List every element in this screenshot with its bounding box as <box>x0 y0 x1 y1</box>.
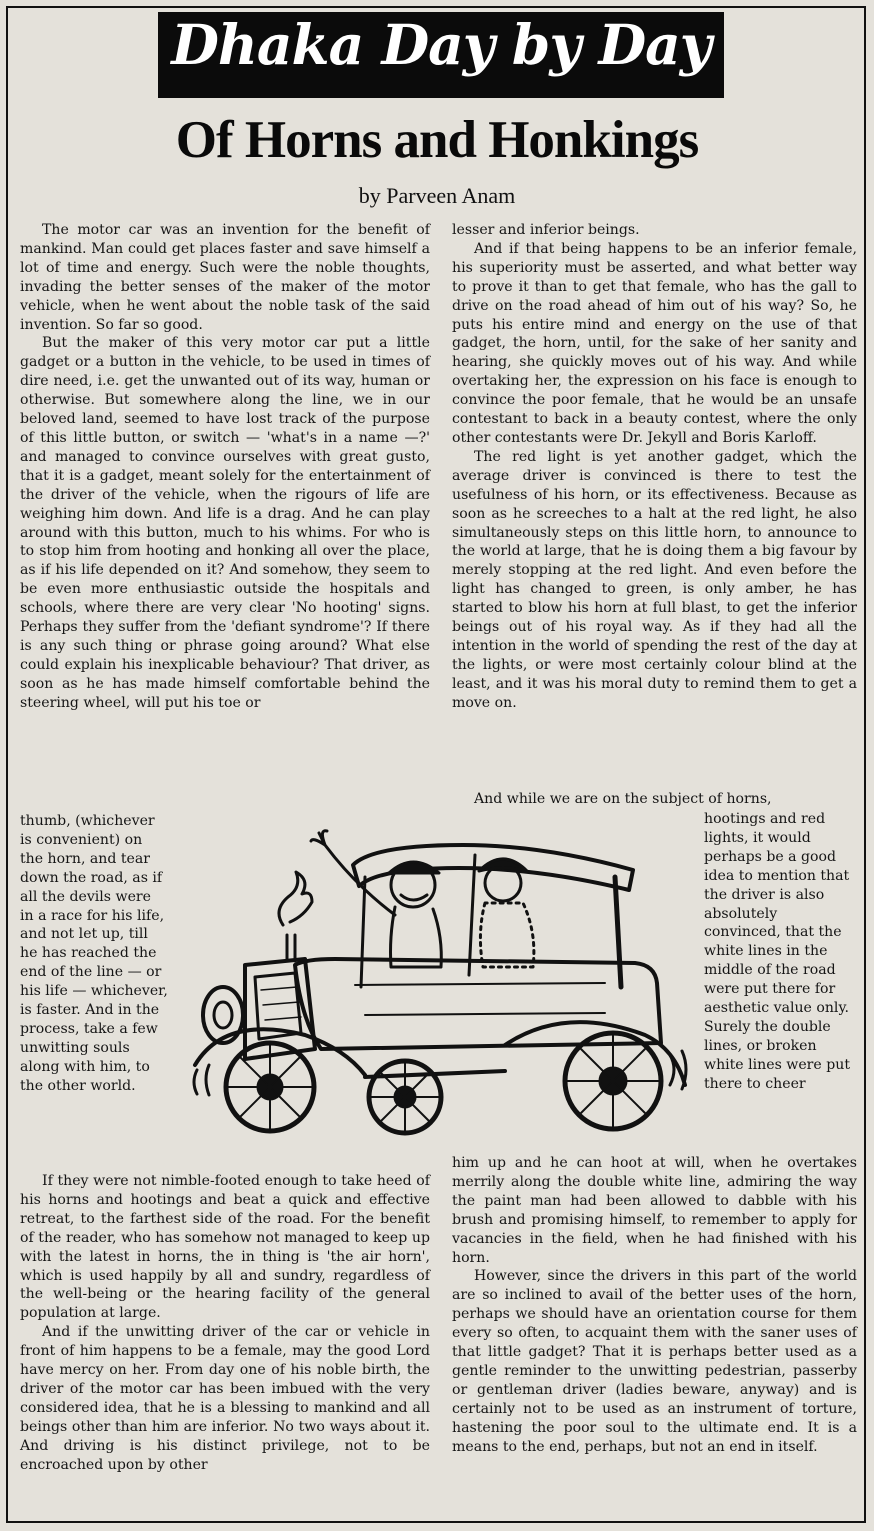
paragraph: However, since the drivers in this part of the world are so inclined to avail of the better uses of the horn, perhaps we should have an orientation course for them every so often, to acquaint them with the saner uses of that little gadget? That it is perhaps better used as a gentle reminder to the unwitting pedestrian, passerby or gentleman driver (ladies beware, anyway) and is certainly not to be used as an instrument of torture, hastening the poor soul to the ultimate end. It is a means to the end, perhaps, but not an end in itself. <box>452 1268 857 1455</box>
driver-moustache <box>401 895 427 900</box>
steam-puff <box>279 872 312 925</box>
text-wrap-right <box>704 810 854 1152</box>
front-wheel-spokes <box>228 1045 312 1129</box>
paragraph: hootings and red lights, it would perhaps be a good idea to mention that the driver is also absolutely convinced, that the white lines in the middle of the road were put there for aesthetic value only. Surely the double lines, or broken white lines were put there to cheer <box>704 811 851 1092</box>
passenger-hat <box>479 859 527 871</box>
paragraph-horns-intro: And while we are on the subject of horns, <box>474 791 772 807</box>
vintage-car-illustration <box>175 815 700 1147</box>
motion-line <box>206 1065 209 1095</box>
article-column-bottom-left <box>20 1172 430 1512</box>
roof-post <box>469 855 475 975</box>
column-title-banner <box>158 12 724 98</box>
text-wrap-left <box>20 812 168 1172</box>
column-title: Dhaka Day by Day <box>171 12 711 77</box>
radiator-grille-line <box>261 987 301 1020</box>
paragraph: And if the unwitting driver of the car or vehicle in front of him happens to be a female, may the good Lord have mercy on her. From day one of his noble birth, the driver of the motor car has been imbued with the very considered idea, that he is a blessing to mankind and all beings other than him are inferior. No two ways about it. And driving is his distinct privilege, not to be encroached upon by other <box>20 1324 430 1473</box>
byline: by Parveen Anam <box>358 183 516 208</box>
paragraph: But the maker of this very motor car put a little gadget or a button in the vehicle, to be used in times of dire need, i.e. get the unwanted out of its way, human or otherwise. But somewhere along the line, we in our beloved land, seemed to have lost track of the purpose of this little button, or switch — 'what's in a name —?' and managed to convince ourselves with great gusto, that it is a gadget, meant solely for the entertainment of the driver of the vehicle, when the rigours of life are weighing him down. And life is a drag. And he can play around with this button, much to his whims. For who is to stop him from hooting and honking all over the place, as if his life depended on it? And somehow, they seem to be even more enthusiastic outside the hospitals and schools, where there are very clear 'No hooting' signs. Perhaps they suffer from the 'defiant syndrome'? If there is any such thing or phrase going around? What else could explain his inexplicable behaviour? That driver, as soon as he has made himself comfortable behind the steering wheel, will put his toe or <box>20 335 430 711</box>
driver-waving-arm <box>311 831 395 915</box>
paragraph: The red light is yet another gadget, which the average driver is convinced is there to test the usefulness of his horn, or its effectiveness. Because as soon as he screeches to a halt at the red light, he also simultaneously steps on this little horn, to announce to the world at large, that he is doing them a big favour by merely stopping at the red light. And even before the light has changed to green, is only amber, he has started to blow his horn at full blast, to get the inferior beings out of his royal way. As if they had all the intention in the world of spending the rest of the day at the lights, or were most certainly colour blind at the least, and it was his moral duty to remind them to get a move on. <box>452 448 857 711</box>
article-column-right <box>452 221 857 808</box>
roof-post <box>615 877 621 987</box>
car-body-trim <box>355 983 605 1015</box>
rear-fender <box>505 1022 685 1085</box>
roof-post <box>361 877 365 987</box>
article-column-left <box>20 221 430 810</box>
rear-wheel-spokes <box>567 1035 659 1127</box>
radiator-cap <box>287 935 295 961</box>
paragraph: And if that being happens to be an inferior female, his superiority must be asserted, and what better way to prove it than to get that female, who has the gall to drive on the road ahead of him out of his way? So, he puts his entire mind and energy on the use of that gadget, the horn, until, for the sake of her sanity and hearing, she quickly moves out of his way. And while overtaking her, the expression on his face is enough to convince the poor female, that he would be an unsafe contestant to back in a beauty contest, where the only other contestants were Dr. Jekyll and Boris Karloff. <box>452 240 857 446</box>
paragraph: thumb, (whichever is convenient) on the horn, and tear down the road, as if all the devils were in a race for his life, and not let up, till he has reached the end of the line — or his life — whichever, is faster. And in the process, take a few unwitting souls along with him, to the other world. <box>20 813 168 1094</box>
paragraph: If they were not nimble-footed enough to take heed of his horns and hootings and beat a quick and effective retreat, to the farthest side of the road. For the benefit of the reader, who has somehow not managed to keep up with the latest in horns, the in thing is 'the air horn', which is used happily by all and sundry, regardless of the well-being or the hearing facility of the general population at large. <box>20 1173 430 1322</box>
motion-line <box>194 1070 197 1094</box>
driver-cap <box>389 862 439 873</box>
article-column-bottom-right <box>452 1154 857 1512</box>
middle-wheel-spokes <box>371 1063 439 1131</box>
paragraph: The motor car was an invention for the benefit of mankind. Man could get places faster and save himself a lot of time and energy. Such were the noble thoughts, invading the better senses of the maker of the motor vehicle, when he went about the noble task of the said invention. So far so good. <box>20 222 430 333</box>
paragraph: lesser and inferior beings. <box>452 222 640 238</box>
passenger-body <box>480 903 533 967</box>
headline: Of Horns and Honkings <box>175 111 699 169</box>
headlamp-lens <box>214 1002 232 1028</box>
paragraph: him up and he can hoot at will, when he overtakes merrily along the double white line, admiring the way the paint man had been allowed to dabble with his brush and promising himself, to remember to apply for vacancies in the field, when he had finished with his horn. <box>452 1155 857 1266</box>
